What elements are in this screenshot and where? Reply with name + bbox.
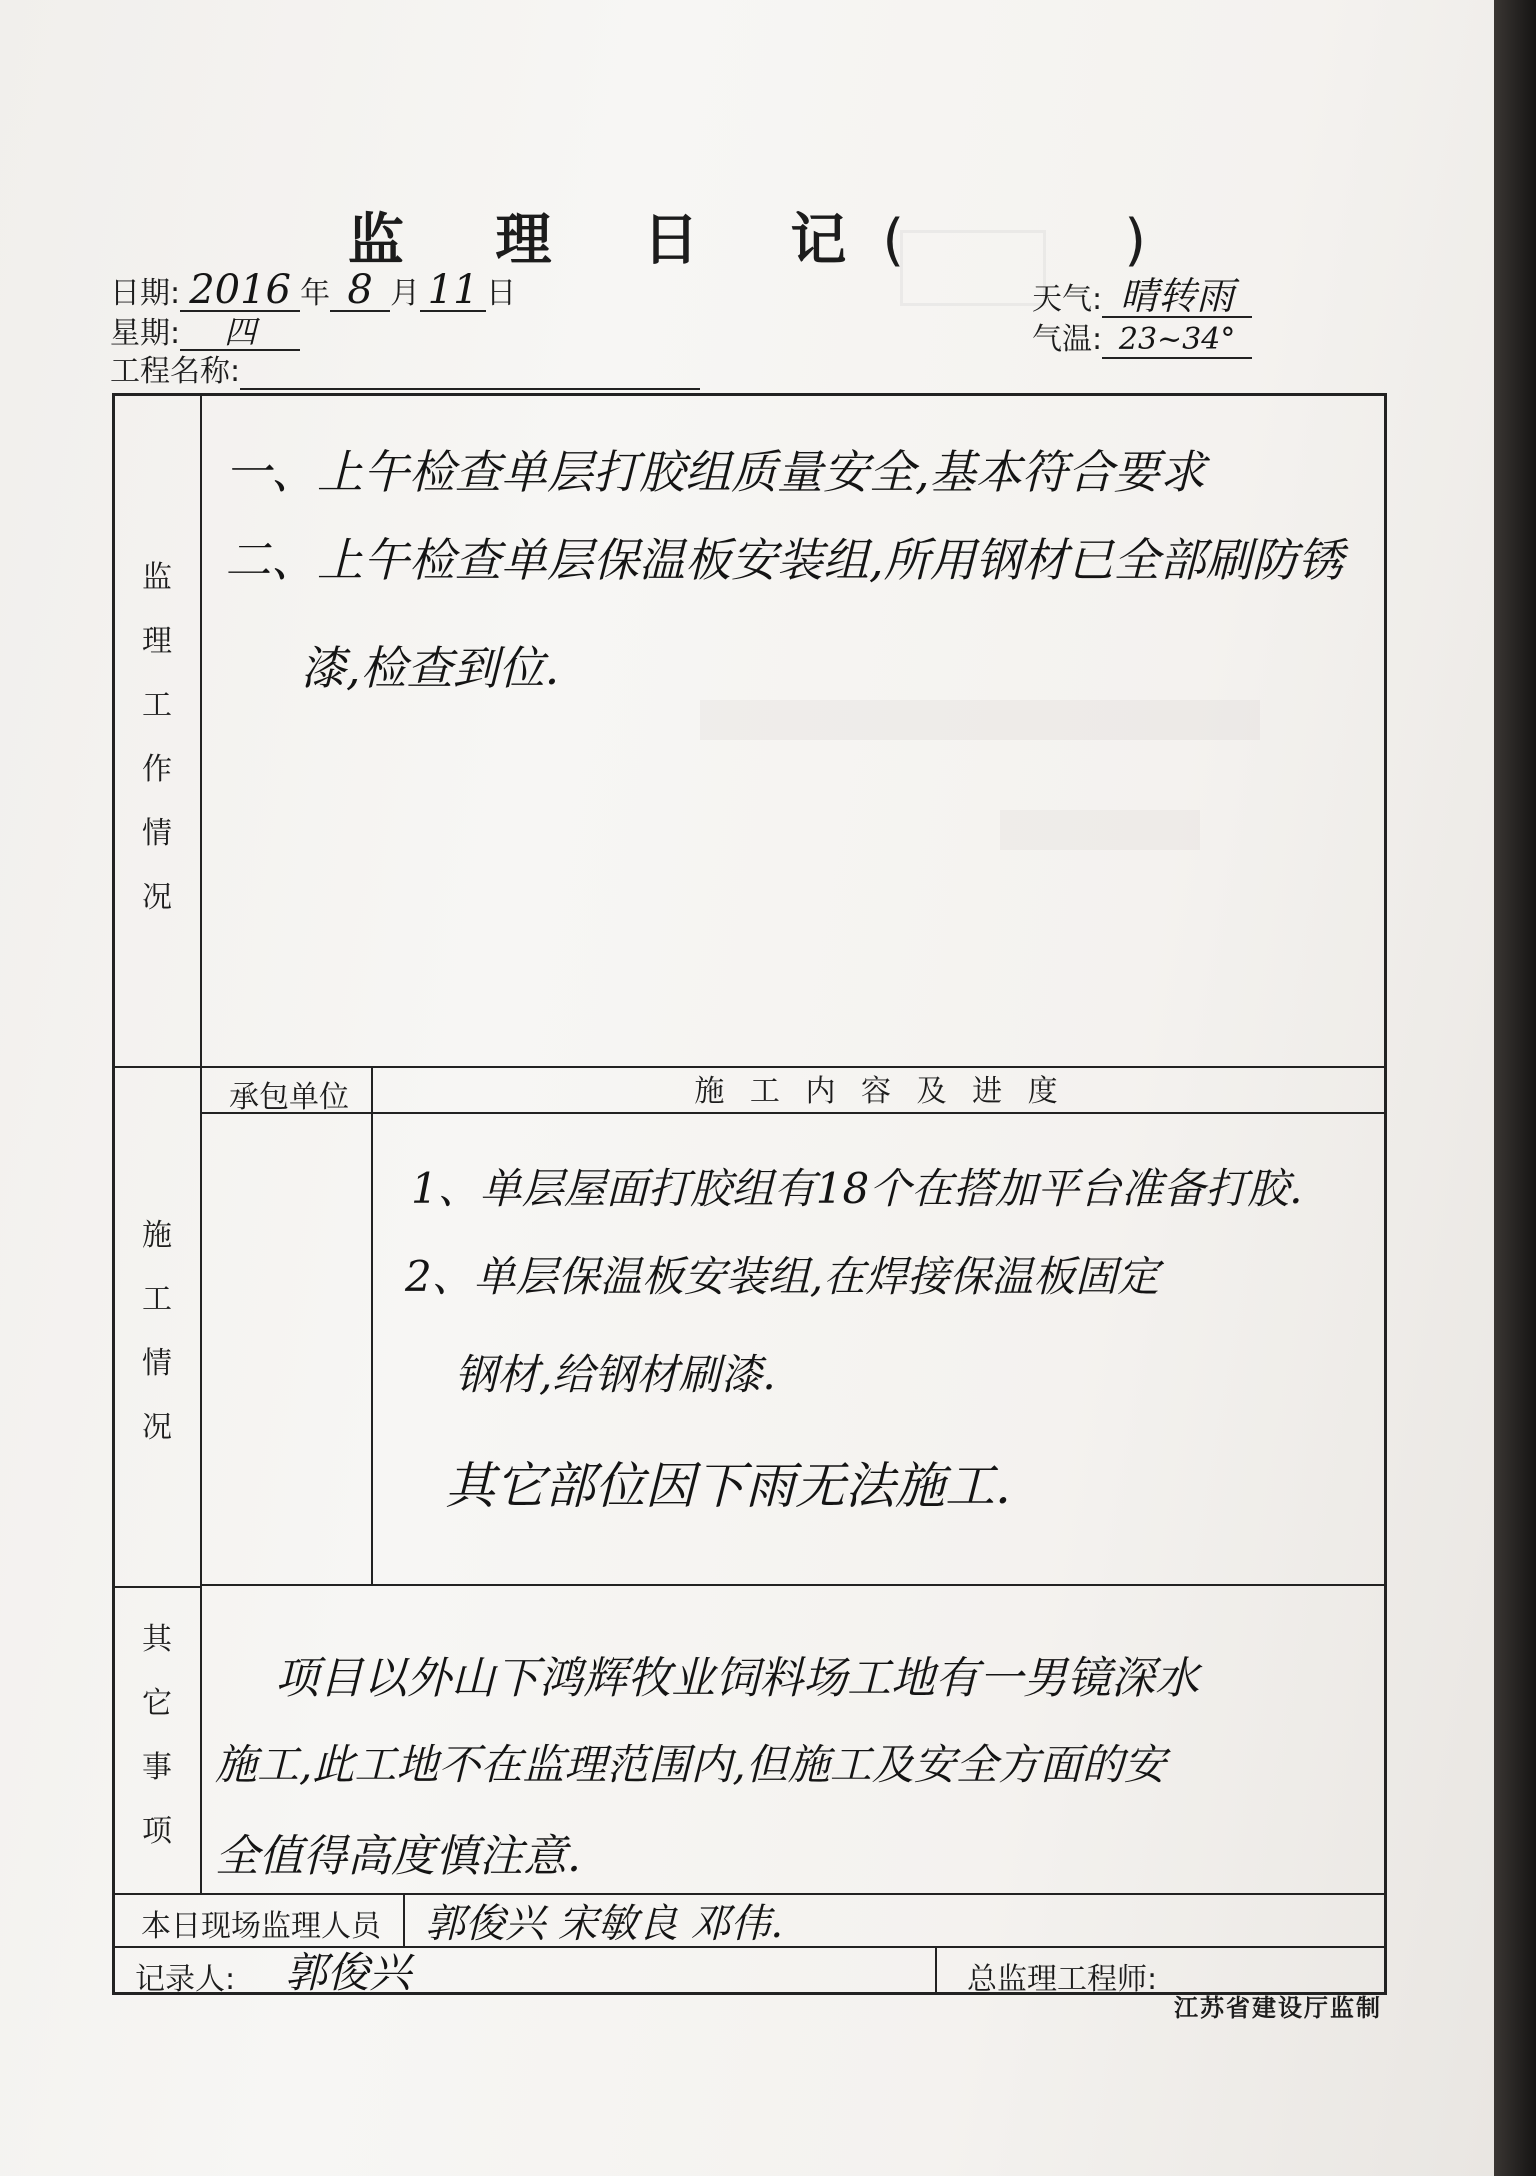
date-year: 2016 <box>180 270 300 312</box>
supervision-line-2: 二、上午检查单层保温板安装组,所用钢材已全部刷防锈 <box>225 533 1344 587</box>
diary-form <box>112 393 1387 1995</box>
other-line-2: 施工,此工地不在监理范围内,但施工及安全方面的安 <box>215 1740 1166 1789</box>
supervision-work-label <box>127 546 187 930</box>
date-label: 日期: <box>110 276 181 311</box>
label-char: 工 <box>142 688 172 723</box>
day-unit: 日 <box>486 276 517 311</box>
other-matters-label <box>127 1608 187 1864</box>
staff-label: 本日现场监理人员 <box>141 1909 381 1944</box>
label-char: 况 <box>142 1410 172 1445</box>
other-line-3: 全值得高度慎注意. <box>215 1831 581 1882</box>
other-line-1: 项目以外山下鸿辉牧业饲料场工地有一男镜深水 <box>275 1653 1199 1704</box>
construction-line-2: 2、单层保温板安装组,在焊接保温板固定 <box>405 1252 1160 1301</box>
progress-header: 施 工 内 容 及 进 度 <box>694 1074 1066 1109</box>
date-day: 11 <box>420 270 486 312</box>
title-paren-close: ) <box>1124 208 1147 273</box>
construction-line-4: 其它部位因下雨无法施工. <box>445 1457 1011 1515</box>
label-char: 理 <box>142 624 172 659</box>
footer-divider <box>403 1893 405 1946</box>
contractor-header: 承包单位 <box>229 1080 349 1115</box>
construction-label <box>127 1204 187 1460</box>
contractor-column-divider <box>371 1066 373 1584</box>
label-char: 施 <box>142 1218 172 1253</box>
footer-divider <box>935 1946 937 1995</box>
section-divider <box>200 1584 1387 1586</box>
title-paren-open: ( <box>882 208 905 273</box>
project-row <box>110 346 700 390</box>
label-char: 工 <box>142 1282 172 1317</box>
chief-engineer-label: 总监理工程师: <box>967 1962 1158 1997</box>
label-char: 情 <box>142 816 172 851</box>
date-month: 8 <box>330 270 390 312</box>
weekday-value: 四 <box>180 315 300 351</box>
label-char: 其 <box>142 1622 172 1657</box>
month-unit: 月 <box>390 276 421 311</box>
weather-row <box>1032 274 1252 318</box>
year-unit: 年 <box>300 276 331 311</box>
supervision-line-1: 一、上午检查单层打胶组质量安全,基本符合要求 <box>225 445 1206 499</box>
label-char: 它 <box>142 1686 172 1721</box>
title-text: 监 理 日 记 <box>347 208 883 273</box>
weather-value: 晴转雨 <box>1102 276 1252 318</box>
label-char: 监 <box>142 560 172 595</box>
header-row-divider <box>200 1112 1387 1114</box>
label-char: 事 <box>142 1750 172 1785</box>
issuer-mark: 江苏省建设厅监制 <box>1174 1994 1382 2022</box>
temperature-label: 气温: <box>1032 322 1103 357</box>
recorder-value: 郭俊兴 <box>285 1948 412 1997</box>
project-label: 工程名称: <box>110 354 241 389</box>
construction-line-3: 钢材,给钢材刷漆. <box>455 1350 776 1399</box>
scan-dark-edge <box>1494 0 1536 2176</box>
label-char: 情 <box>142 1346 172 1381</box>
project-value <box>240 354 700 390</box>
label-column-divider <box>200 396 202 1893</box>
page-title <box>0 196 1494 276</box>
label-char: 作 <box>142 752 172 787</box>
staff-value: 郭俊兴 宋敏良 邓伟. <box>425 1901 784 1947</box>
weekday-label: 星期: <box>110 316 181 351</box>
temperature-row <box>1032 314 1252 359</box>
recorder-label: 记录人: <box>135 1962 236 1997</box>
construction-line-1: 1、单层屋面打胶组有18个在搭加平台准备打胶. <box>411 1164 1303 1213</box>
temperature-value: 23~34° <box>1102 323 1252 359</box>
section-divider <box>115 1586 200 1588</box>
label-char: 项 <box>142 1814 172 1849</box>
supervision-line-3: 漆,检查到位. <box>300 641 560 695</box>
date-row <box>110 268 516 312</box>
weather-label: 天气: <box>1032 282 1103 317</box>
label-char: 况 <box>142 880 172 915</box>
